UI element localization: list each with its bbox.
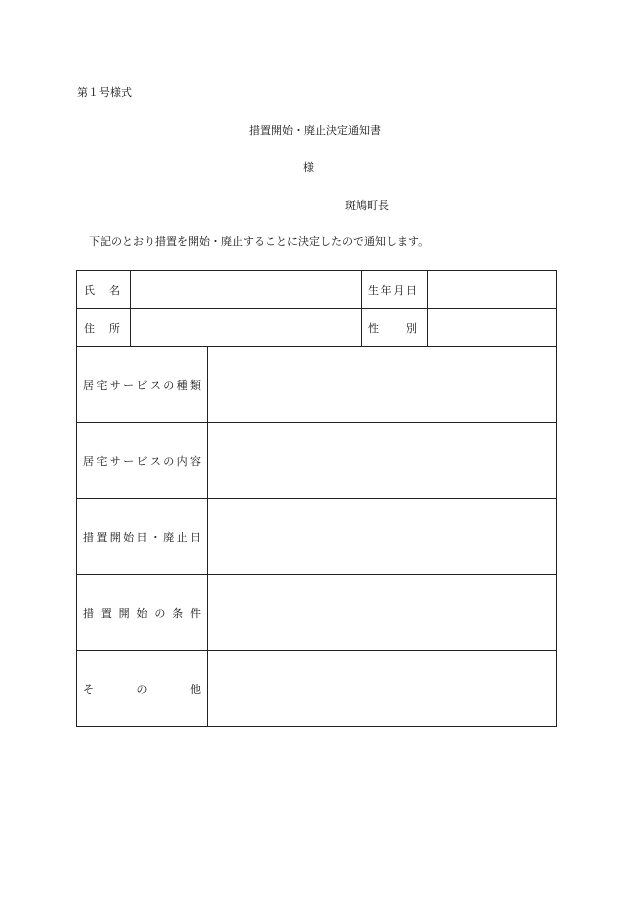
service-content-label-char: 内 [176,454,188,468]
service-type-label-char: 宅 [96,378,108,392]
table-row-service-type [77,347,557,423]
conditions-label-char: 開 [118,606,130,620]
dates-label-char: 開 [109,530,121,544]
service-type-label-char: ビ [136,378,148,392]
dates-label-char: 措 [83,530,94,544]
conditions-label-char: 始 [136,606,148,620]
table-row-dates [77,499,557,575]
table-row-other [77,651,557,727]
sex-label-char: 性 [368,321,379,335]
conditions-label-char: 置 [100,606,112,620]
name-value-cell[interactable] [131,271,362,309]
service-type-label-char: 類 [190,378,201,392]
address-label-cell [77,309,131,347]
service-type-label-char: ー [123,378,135,392]
table-row-name [77,271,557,309]
service-content-label-char: ス [149,454,161,468]
service-type-value-cell[interactable] [208,347,557,423]
service-content-label-char: 容 [190,454,201,468]
service-content-label-char: ー [123,454,135,468]
service-type-label-char: 居 [83,378,94,392]
conditions-label-char: 措 [83,606,94,620]
service-content-label-char: ビ [136,454,148,468]
table-row-address [77,309,557,347]
dates-label-char: 廃 [163,530,175,544]
service-type-label-char: サ [109,378,121,392]
birthdate-value-cell[interactable] [428,271,557,309]
address-label-char: 住 [84,321,95,335]
other-label-char: の [136,682,148,696]
service-content-label-char: サ [109,454,121,468]
notice-form-table [76,270,557,727]
conditions-label-char: 件 [189,606,201,620]
conditions-label-char: 条 [172,606,184,620]
birthdate-label-char: 生 [368,283,379,297]
name-label-cell [77,271,131,309]
birthdate-label-cell [362,271,428,309]
dates-label-char: 置 [96,530,108,544]
dates-label-char: 止 [176,530,188,544]
table-row-conditions [77,575,557,651]
other-label-char: 他 [190,682,201,696]
name-label-char: 名 [109,283,120,297]
form-number: 第１号様式 [77,86,132,99]
service-content-label-char: の [163,454,175,468]
other-value-cell[interactable] [208,651,557,727]
service-content-label-cell [77,423,208,499]
notice-text: 下記のとおり措置を開始・廃止することに決定したので通知します。 [89,235,430,248]
sex-value-cell[interactable] [428,309,557,347]
name-label-char: 氏 [84,283,95,297]
birthdate-label-char: 年 [380,283,392,297]
dates-label-cell [77,499,208,575]
conditions-label-char: の [154,606,166,620]
dates-label-char: 日 [190,530,201,544]
service-type-label-char: ス [149,378,161,392]
birthdate-label-char: 月 [393,283,405,297]
dates-label-char: ・ [149,530,161,544]
service-type-label-char: 種 [176,378,188,392]
dates-value-cell[interactable] [208,499,557,575]
dates-label-char: 日 [136,530,148,544]
other-label-char: そ [83,682,94,696]
service-content-value-cell[interactable] [208,423,557,499]
service-type-label-cell [77,347,208,423]
table-row-service-content [77,423,557,499]
service-content-label-char: 宅 [96,454,108,468]
service-content-label-char: 居 [83,454,94,468]
sex-label-cell [362,309,428,347]
address-label-char: 所 [109,321,120,335]
addressee-honorific: 様 [303,161,314,174]
sex-label-char: 別 [406,321,417,335]
dates-label-char: 始 [123,530,135,544]
address-value-cell[interactable] [131,309,362,347]
other-label-cell [77,651,208,727]
issuer-name: 斑鳩町長 [345,199,389,212]
birthdate-label-char: 日 [405,283,417,297]
document-title: 措置開始・廃止決定通知書 [249,124,381,137]
service-type-label-char: の [163,378,175,392]
conditions-label-cell [77,575,208,651]
conditions-value-cell[interactable] [208,575,557,651]
